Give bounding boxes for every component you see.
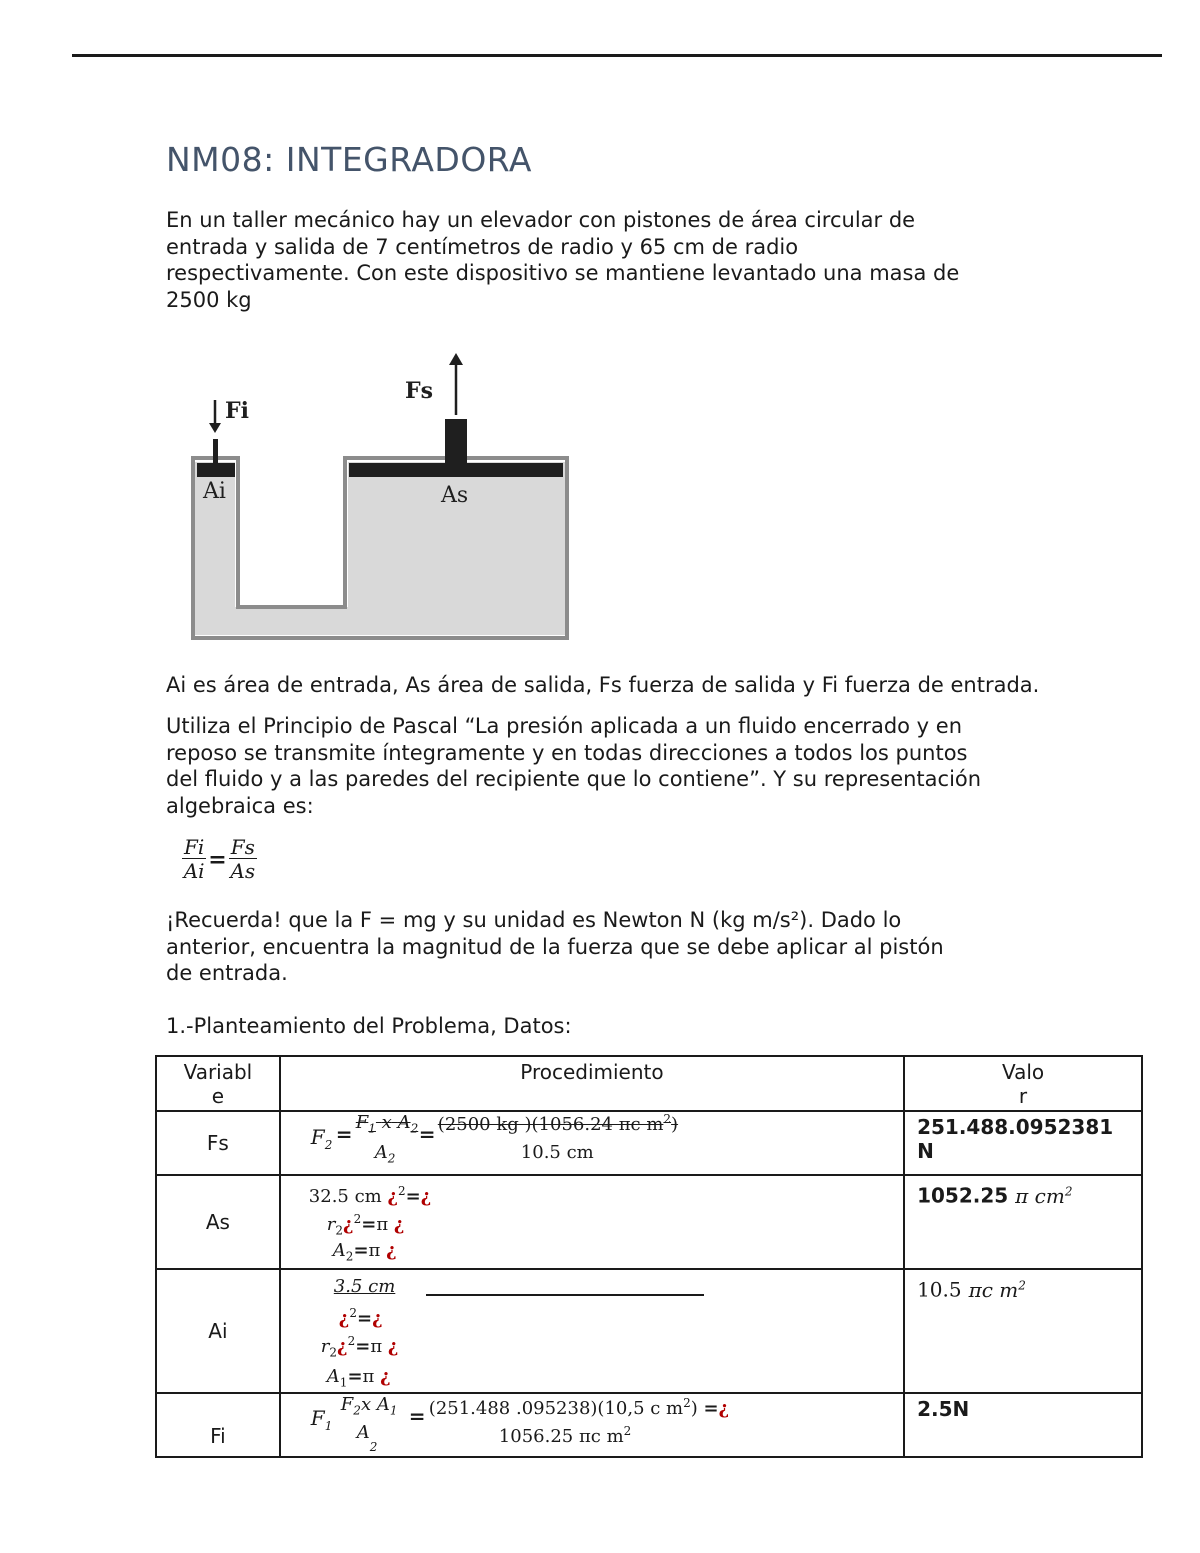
intro-line: 2500 kg (166, 287, 252, 312)
pascal-line: del fluido y a las paredes del recipiente que lo contiene”. Y su representación (166, 767, 982, 791)
fraction-bar (426, 1294, 704, 1296)
divider-fill (240, 460, 343, 605)
fraction-left (182, 836, 206, 883)
row-procedure (280, 1269, 904, 1393)
arrow-fi-head (209, 423, 221, 433)
value-unit: πc $m^2$ (968, 1277, 1026, 1302)
table-row (156, 1269, 1142, 1393)
fraction-right (229, 836, 257, 883)
row-variable: Fi (156, 1393, 280, 1457)
pascal-formula (182, 836, 257, 883)
header-text: r (1018, 1084, 1028, 1108)
table-row (156, 1393, 1142, 1457)
table-header-row (156, 1056, 1142, 1111)
value-unit: N (917, 1139, 934, 1163)
data-table (155, 1055, 1143, 1458)
proc-rhs-num: (2500 kg )(1056.24 πc $m^2$) (437, 1112, 679, 1135)
row-variable: As (156, 1175, 280, 1269)
header-text: Valo (1001, 1060, 1045, 1084)
rod-ai (213, 439, 218, 465)
header-rule (72, 54, 1162, 57)
value-text: 10.5 (917, 1277, 962, 1302)
proc-eq: = (418, 1122, 436, 1146)
intro-line: En un taller mecánico hay un elevador con pistones de área circular de (166, 208, 916, 232)
equals-sign: = (208, 846, 227, 873)
proc-line: $A_2=\pi$ ¿ (332, 1240, 397, 1264)
proc-num: $F_2x$ $A_1$ (340, 1394, 398, 1418)
label-fs: Fs (405, 378, 434, 404)
legend-paragraph (166, 672, 1039, 699)
proc-rhs-den: 10.5 cm (520, 1142, 594, 1163)
row-value (904, 1111, 1142, 1175)
intro-line: entrada y salida de 7 centímetros de radio y 65 cm de radio (166, 234, 799, 259)
legend-line: Ai es área de entrada, As área de salida, Fs fuerza de salida y Fi fuerza de entrada. (166, 673, 1040, 697)
row-variable: Fs (156, 1111, 280, 1175)
row-value (904, 1269, 1142, 1393)
header-text: Variabl (183, 1060, 253, 1084)
row-procedure (280, 1393, 904, 1457)
proc-line: 3.5 cm (333, 1276, 396, 1297)
proc-rhs-den: 1056.25 πc $m^2$ (498, 1424, 632, 1447)
reminder-line: de entrada. (166, 961, 288, 985)
page-title: NM08: INTEGRADORA (166, 140, 532, 179)
intro-line: respectivamente. Con este dispositivo se mantiene levantado una masa de (166, 261, 960, 285)
row-procedure (280, 1111, 904, 1175)
rod-as (445, 419, 467, 465)
header-text: Procedimiento (520, 1060, 664, 1084)
pascal-line: Utiliza el Principio de Pascal “La presión aplicada a un fluido encerrado y en (166, 714, 963, 738)
proc-line: 32.5 cm ¿$^2$=¿ (308, 1184, 432, 1207)
header-value (904, 1056, 1142, 1111)
pascal-paragraph (166, 713, 981, 819)
value-text: 1052.25 (917, 1183, 1009, 1208)
reminder-line: anterior, encuentra la magnitud de la fuerza que se debe aplicar al pistón (166, 934, 944, 959)
pascal-line: algebraica es: (166, 793, 314, 818)
reminder-paragraph (166, 907, 944, 987)
header-text: e (211, 1084, 225, 1108)
fraction-num: Fs (230, 835, 255, 859)
row-procedure (280, 1175, 904, 1269)
piston-as (349, 463, 563, 477)
row-value: 2.5N (904, 1393, 1142, 1457)
table-row (156, 1111, 1142, 1175)
proc-eq: = (335, 1122, 353, 1146)
value-unit: π $cm^2$ (1015, 1183, 1073, 1208)
reminder-line: ¡Recuerda! que la F = mg y su unidad es Newton N (kg m/s²). Dado lo (166, 908, 902, 932)
section-heading (166, 1013, 572, 1040)
proc-rhs-num: (251.488 .095238)(10,5 c $m^2$) =¿ (428, 1396, 730, 1419)
fraction-num: Fi (184, 835, 205, 859)
header-procedure (280, 1056, 904, 1111)
intro-paragraph (166, 207, 959, 313)
proc-den: $A_2$ (374, 1142, 396, 1166)
arrow-fs-head (449, 353, 463, 365)
hydraulic-press-diagram (185, 345, 575, 645)
section-line: 1.-Planteamiento del Problema, Datos: (166, 1014, 572, 1038)
proc-line: $r_2¿^2=\pi$ ¿ (320, 1334, 399, 1360)
proc-lhs: $F_1$ (310, 1406, 333, 1433)
fraction-den: As (230, 859, 256, 883)
proc-line: ¿$^2$=¿ (338, 1306, 383, 1329)
label-as: As (441, 483, 469, 508)
row-variable: Ai (156, 1269, 280, 1393)
fraction-den: Ai (183, 859, 205, 883)
table-row (156, 1175, 1142, 1269)
proc-num: $F_1$ x $A_2$ (355, 1112, 419, 1136)
proc-den: $A_2$ (356, 1422, 378, 1454)
header-variable (156, 1056, 280, 1111)
piston-ai (197, 463, 235, 477)
value-text: 251.488.0952381 (917, 1115, 1114, 1139)
proc-eq: = (408, 1404, 426, 1428)
pascal-line: reposo se transmite íntegramente y en todas direcciones a todos los puntos (166, 740, 968, 765)
proc-line: $A_1=\pi$ ¿ (326, 1366, 391, 1390)
label-ai: Ai (203, 479, 226, 504)
row-value (904, 1175, 1142, 1269)
proc-lhs: $F_2$ (310, 1125, 333, 1152)
proc-line: $r_2¿^2=\pi$ ¿ (326, 1212, 405, 1238)
label-fi: Fi (225, 398, 249, 424)
